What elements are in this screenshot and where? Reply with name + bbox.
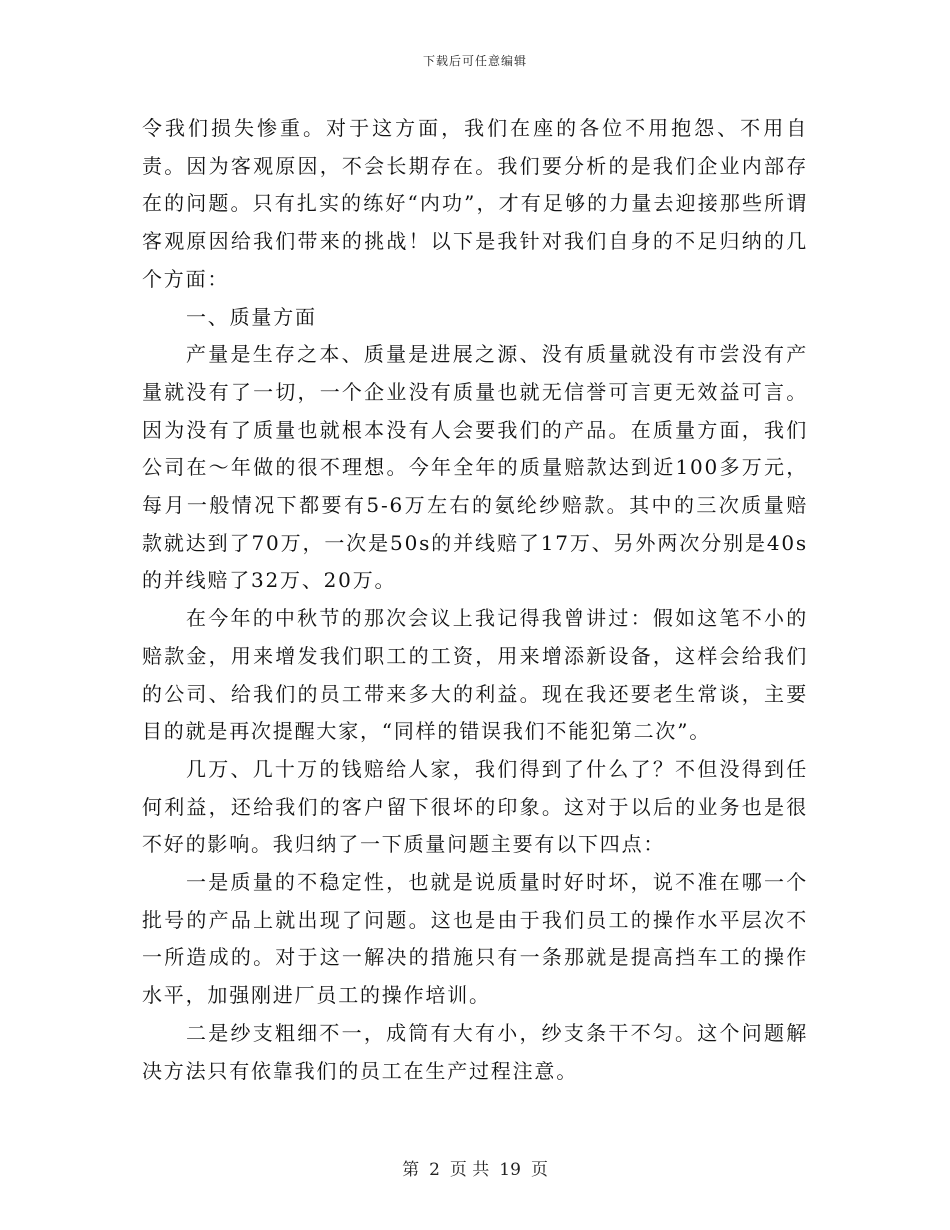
paragraph-3: 产量是生存之本、质量是进展之源、没有质量就没有市尝没有产量就没有了一切，一个企业没有质量也就无信誉可言更无效益可言。因为没有了质量也就根本没有人会要我们的产品。在质量方面，我们公司在～年做的很不理想。今年全年的质量赔款达到近100多万元，每月一般情况下都要有5-6万左右的氨纶纱赔款。其中的三次质量赔款就达到了70万，一次是50s的并线赔了17万、另外两次分别是40s的并线赔了32万、20万。 [142, 342, 808, 593]
page-header: 下载后可任意编辑 [422, 54, 527, 68]
paragraph-7: 二是纱支粗细不一，成筒有大有小，纱支条干不匀。这个问题解决方法只有依靠我们的员工在生产过程注意。 [142, 1020, 808, 1083]
footer-suffix: 页 [530, 1160, 548, 1180]
footer-middle: 页 共 [449, 1160, 490, 1180]
current-page-number: 2 [429, 1160, 440, 1180]
document-body [142, 110, 808, 1090]
footer-prefix: 第 [402, 1160, 420, 1180]
section-heading-quality: 一、质量方面 [186, 304, 317, 329]
total-page-number: 19 [499, 1160, 521, 1180]
paragraph-1: 令我们损失惨重。对于这方面，我们在座的各位不用抱怨、不用自责。因为客观原因，不会长期存在。我们要分析的是我们企业内部存在的问题。只有扎实的练好“内功”，才有足够的力量去迎接那些所谓客观原因给我们带来的挑战！以下是我针对我们自身的不足归纳的几个方面： [142, 116, 808, 291]
paragraph-6: 一是质量的不稳定性，也就是说质量时好时坏，说不准在哪一个批号的产品上就出现了问题。这也是由于我们员工的操作水平层次不一所造成的。对于这一解决的措施只有一条那就是提高挡车工的操作水平，加强刚进厂员工的操作培训。 [142, 870, 808, 1008]
paragraph-5: 几万、几十万的钱赔给人家，我们得到了什么了？不但没得到任何利益，还给我们的客户留下很坏的印象。这对于以后的业务也是很不好的影响。我归纳了一下质量问题主要有以下四点： [142, 756, 808, 857]
page-footer [0, 1155, 950, 1180]
paragraph-4: 在今年的中秋节的那次会议上我记得我曾讲过：假如这笔不小的赔款金，用来增发我们职工的工资，用来增添新设备，这样会给我们的公司、给我们的员工带来多大的利益。现在我还要老生常谈，主要目的就是再次提醒大家，“同样的错误我们不能犯第二次”。 [142, 606, 808, 744]
